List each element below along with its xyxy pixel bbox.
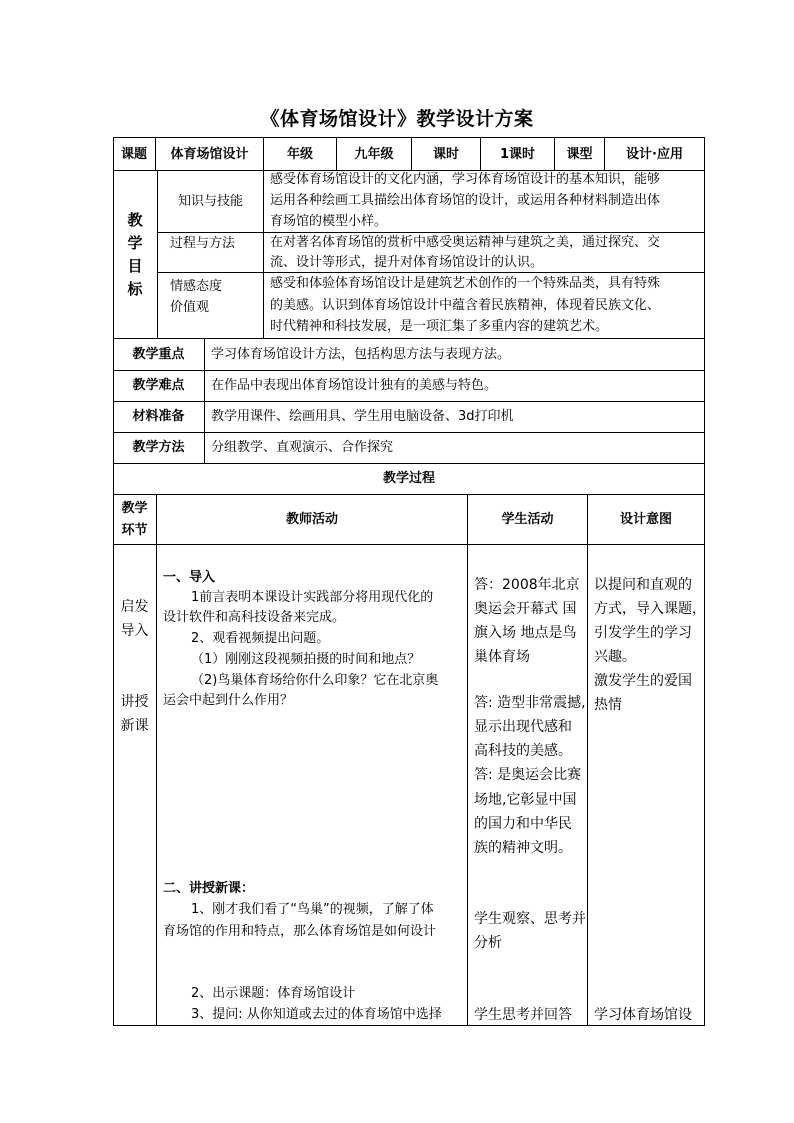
materials-text: 教学用课件、绘画用具、学生用电脑设备、3d打印机	[211, 409, 514, 424]
key-label: 教学重点	[132, 347, 185, 362]
design-intent-2: 学习体育场馆设	[594, 1007, 692, 1023]
difficult-text: 在作品中表现出体育场馆设计独有的美感与特色。	[211, 378, 498, 393]
student-answer-4: 学生思考并回答	[474, 1007, 572, 1023]
topic-value: 体育场馆设计	[170, 147, 249, 162]
col-teacher-header: 教师活动	[285, 512, 338, 527]
type-label: 课型	[566, 147, 593, 162]
teacher-section2-title: 二、讲授新课：	[163, 881, 255, 896]
method-label: 教学方法	[132, 440, 185, 455]
objectives-label: 教 学 目 标	[127, 211, 143, 298]
col-intent-header: 设计意图	[619, 512, 672, 527]
method-text: 分组教学、直观演示、合作探究	[211, 440, 394, 455]
hours-label: 课时	[432, 147, 459, 162]
teacher-section1-title: 一、导入	[163, 570, 216, 585]
difficult-label: 教学难点	[132, 378, 185, 393]
type-value: 设计·应用	[626, 147, 683, 162]
process-label: 过程与方法	[170, 236, 236, 251]
document-title: 《体育场馆设计》教学设计方案	[260, 108, 534, 130]
key-text: 学习体育场馆设计方法，包括构思方法与表现方法。	[211, 347, 511, 362]
col-student-header: 学生活动	[501, 512, 554, 527]
grade-value: 九年级	[354, 147, 394, 162]
topic-label: 课题	[120, 147, 147, 162]
materials-label: 材料准备	[132, 409, 185, 424]
knowledge-label: 知识与技能	[178, 194, 244, 209]
hours-value: 1课时	[499, 147, 536, 162]
grade-label: 年级	[286, 147, 313, 162]
process-heading: 教学过程	[382, 471, 435, 486]
